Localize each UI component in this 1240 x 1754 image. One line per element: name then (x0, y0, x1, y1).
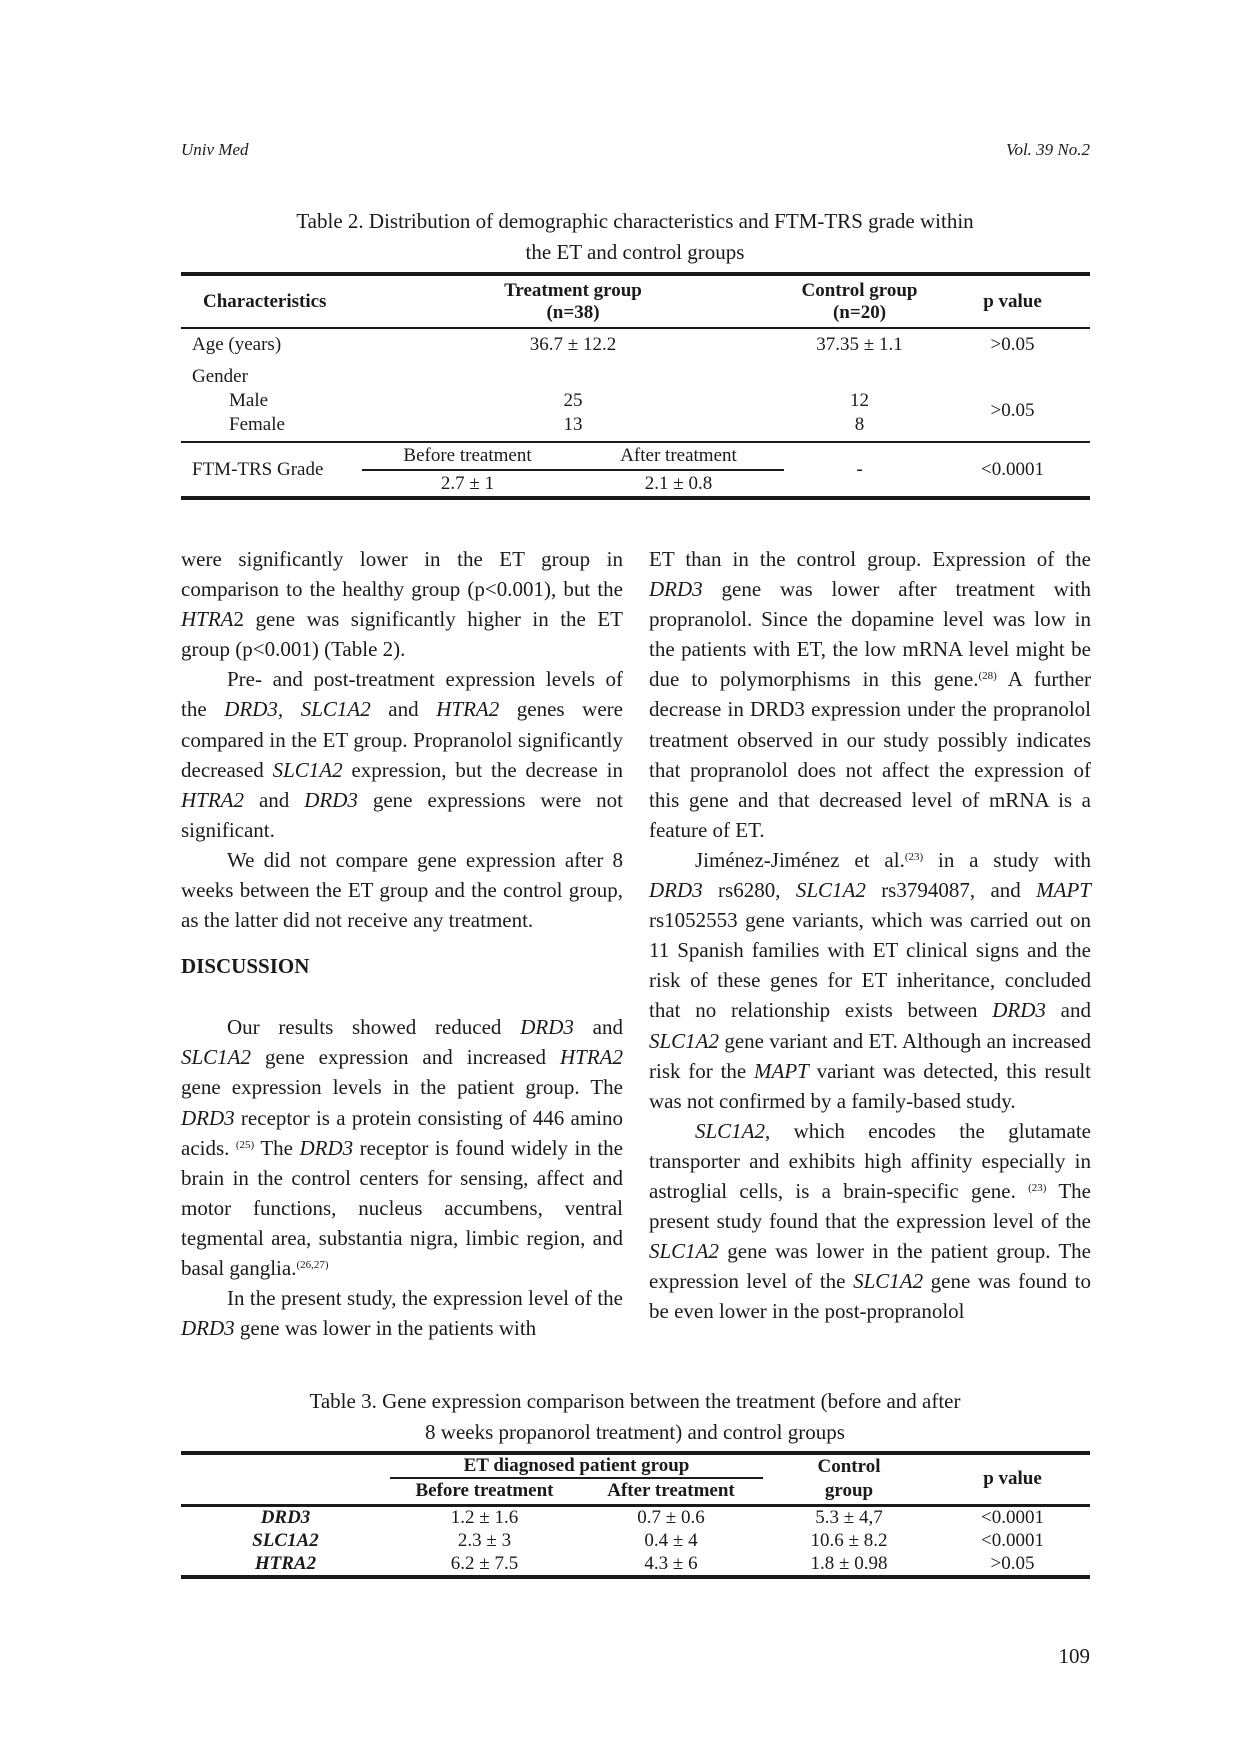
table3 (181, 1451, 1090, 1579)
table3-header-after: After treatment (607, 1480, 735, 1502)
table2-caption-line1: Table 2. Distribution of demographic characteristics and FTM-TRS grade within (296, 209, 974, 233)
page-number: 109 (1058, 1644, 1090, 1668)
table2-gender-treatment (362, 360, 784, 442)
table3-row (181, 1553, 1090, 1577)
table2-gender-cell (181, 360, 362, 442)
table2-header-control (784, 274, 935, 328)
table2-male-label: Male (229, 390, 269, 411)
right-paragraph-1: ET than in the control group. Expression of the DRD3 gene was lower after treatment with propranolol. Since the dopamine level was low in the patients with ET, the low mRNA level might be due to polymorphisms in this gene.$^{(28)}$ A further decrease in DRD3 expression under the propranolol treatment observed in our study possibly indicates that propranolol does not affect the expression of this gene and that decreased level of mRNA is a feature of ET. (649, 547, 1092, 842)
citation-25: (25) (235, 1138, 255, 1151)
table2-ftm-after-label: After treatment (573, 442, 784, 470)
table3-header-p-value: p value (983, 1468, 1042, 1490)
table3-before: 2.3 ± 3 (457, 1530, 512, 1551)
table3-after: 4.3 ± 6 (644, 1553, 698, 1574)
table3-caption (180, 1386, 1090, 1448)
table2-male-treatment: 25 (563, 390, 583, 411)
citation-23: (23) (904, 850, 924, 863)
table2-header-treatment (362, 274, 784, 328)
table2-caption (180, 206, 1090, 268)
table2-age-p: >0.05 (990, 333, 1035, 355)
table3-header-control-line2: group (824, 1480, 874, 1502)
table3-header-before: Before treatment (415, 1480, 554, 1502)
table3-row (181, 1505, 1090, 1529)
table2-header-control-line1: Control group (801, 279, 918, 301)
left-paragraph-4: Our results showed reduced DRD3 and SLC1A2 gene expression and increased HTRA2 gene expression levels in the patient group. The DRD3 receptor is a protein consisting of 446 amino acids. $^{(25)}$ The DRD3 receptor is found widely in the brain in the control centers for sensing, affect and motor functions, nucleus accumbens, ventral tegmental area, substantia nigra, limbic region, and basal ganglia.$^{(26,27)}$ (181, 1015, 623, 1280)
table3-p: >0.05 (990, 1553, 1035, 1574)
table2-ftm-after: 2.1 ± 0.8 (644, 472, 713, 494)
left-paragraph-2: Pre- and post-treatment expression levels of the DRD3, SLC1A2 and HTRA2 genes were compared in the ET group. Propranolol significantly decreased SLC1A2 expression, but the decrease in HTRA2 and DRD3 gene expressions were not significant. (181, 667, 623, 842)
table3-before: 6.2 ± 7.5 (450, 1553, 519, 1574)
table3-control: 1.8 ± 0.98 (810, 1553, 888, 1574)
table3-after: 0.7 ± 0.6 (637, 1506, 705, 1528)
table3-p: <0.0001 (981, 1530, 1044, 1551)
table3-before: 1.2 ± 1.6 (450, 1506, 519, 1528)
left-paragraph-1: were significantly lower in the ET group in comparison to the healthy group (p<0.001), but the HTRA2 gene was significantly higher in the ET group (p<0.001) (Table 2). (181, 547, 623, 662)
table2 (181, 272, 1090, 500)
table2-caption-line2: the ET and control groups (525, 240, 745, 264)
table3-header-control-line1: Control (817, 1456, 881, 1478)
table2-header-treatment-line1: Treatment group (504, 279, 642, 301)
table2-age-control: 37.35 ± 1.1 (816, 333, 903, 355)
table3-after: 0.4 ± 4 (644, 1530, 698, 1551)
table3-caption-line2: 8 weeks propanorol treatment) and control groups (425, 1420, 845, 1444)
table2-row-ftm-top (181, 442, 1090, 470)
table3-gene: DRD3 (260, 1506, 311, 1528)
right-paragraph-3: SLC1A2, which encodes the glutamate transporter and exhibits high affinity especially in astroglial cells, is a brain-specific gene. $^{(23)}$ The present study found that the expression level of the SLC1A2 gene was lower in the patient group. The expression level of the SLC1A2 gene was found to be even lower in the post-propranolol (649, 1118, 1091, 1324)
table3-control: 10.6 ± 8.2 (810, 1530, 888, 1551)
table2-male-control: 12 (850, 390, 869, 411)
table3-gene: HTRA2 (254, 1553, 317, 1574)
citation-26-27: (26,27) (296, 1258, 329, 1271)
running-header-volume: Vol. 39 No.2 (1005, 140, 1090, 159)
citation-23b: (23) (1028, 1181, 1047, 1194)
right-paragraph-2: Jiménez-Jiménez et al.$^{(23)}$ in a study with DRD3 rs6280, SLC1A2 rs3794087, and MAPT rs1052553 gene variants, which was carried out on 11 Spanish families with ET clinical signs and the risk of these genes for ET inheritance, concluded that no relationship exists between DRD3 and SLC1A2 gene variant and ET. Although an increased risk for the MAPT variant was detected, this result was not confirmed by a family-based study. (649, 847, 1091, 1113)
table2-ftm-before-label: Before treatment (362, 442, 573, 470)
left-paragraph-5: In the present study, the expression level of the DRD3 gene was lower in the patients with (181, 1286, 623, 1341)
table2-gender-label: Gender (192, 366, 248, 387)
table2-ftm-p: <0.0001 (935, 442, 1090, 498)
table2-ftm-label: FTM-TRS Grade (181, 442, 362, 498)
table2-header-characteristics: Characteristics (203, 290, 327, 312)
table3-caption-line1: Table 3. Gene expression comparison between the treatment (before and after (309, 1389, 961, 1413)
left-paragraph-3: We did not compare gene expression after 8 weeks between the ET group and the control group, as the latter did not receive any treatment. (181, 847, 623, 933)
table3-header-gene (181, 1453, 390, 1505)
body-column-left (181, 544, 623, 1343)
table2-row-age (181, 328, 1090, 360)
table3-header-control (763, 1453, 935, 1505)
table2-age-treatment: 36.7 ± 12.2 (529, 333, 617, 355)
table3-p: <0.0001 (981, 1506, 1044, 1528)
table2-age-label: Age (years) (192, 333, 282, 355)
table2-female-control: 8 (854, 414, 865, 435)
discussion-heading: DISCUSSION (181, 954, 310, 979)
table3-header-et-group: ET diagnosed patient group (390, 1453, 763, 1478)
table2-female-treatment: 13 (563, 414, 583, 435)
citation-28: (28) (978, 670, 997, 683)
table2-row-gender (181, 360, 1090, 442)
table2-header-p-value: p value (983, 290, 1042, 312)
body-column-right (649, 544, 1091, 1326)
table3-control: 5.3 ± 4,7 (815, 1506, 883, 1528)
table2-header-treatment-line2: (n=38) (546, 301, 600, 323)
table2-header-control-line2: (n=20) (832, 301, 887, 323)
table3-row (181, 1529, 1090, 1553)
running-header-journal: Univ Med (181, 140, 249, 159)
table2-ftm-control: - (784, 442, 935, 498)
table3-gene: SLC1A2 (252, 1530, 319, 1551)
table2-ftm-before: 2.7 ± 1 (440, 472, 495, 494)
table2-gender-control (784, 360, 935, 442)
table2-female-label: Female (229, 414, 285, 435)
table2-gender-p: >0.05 (990, 400, 1035, 421)
